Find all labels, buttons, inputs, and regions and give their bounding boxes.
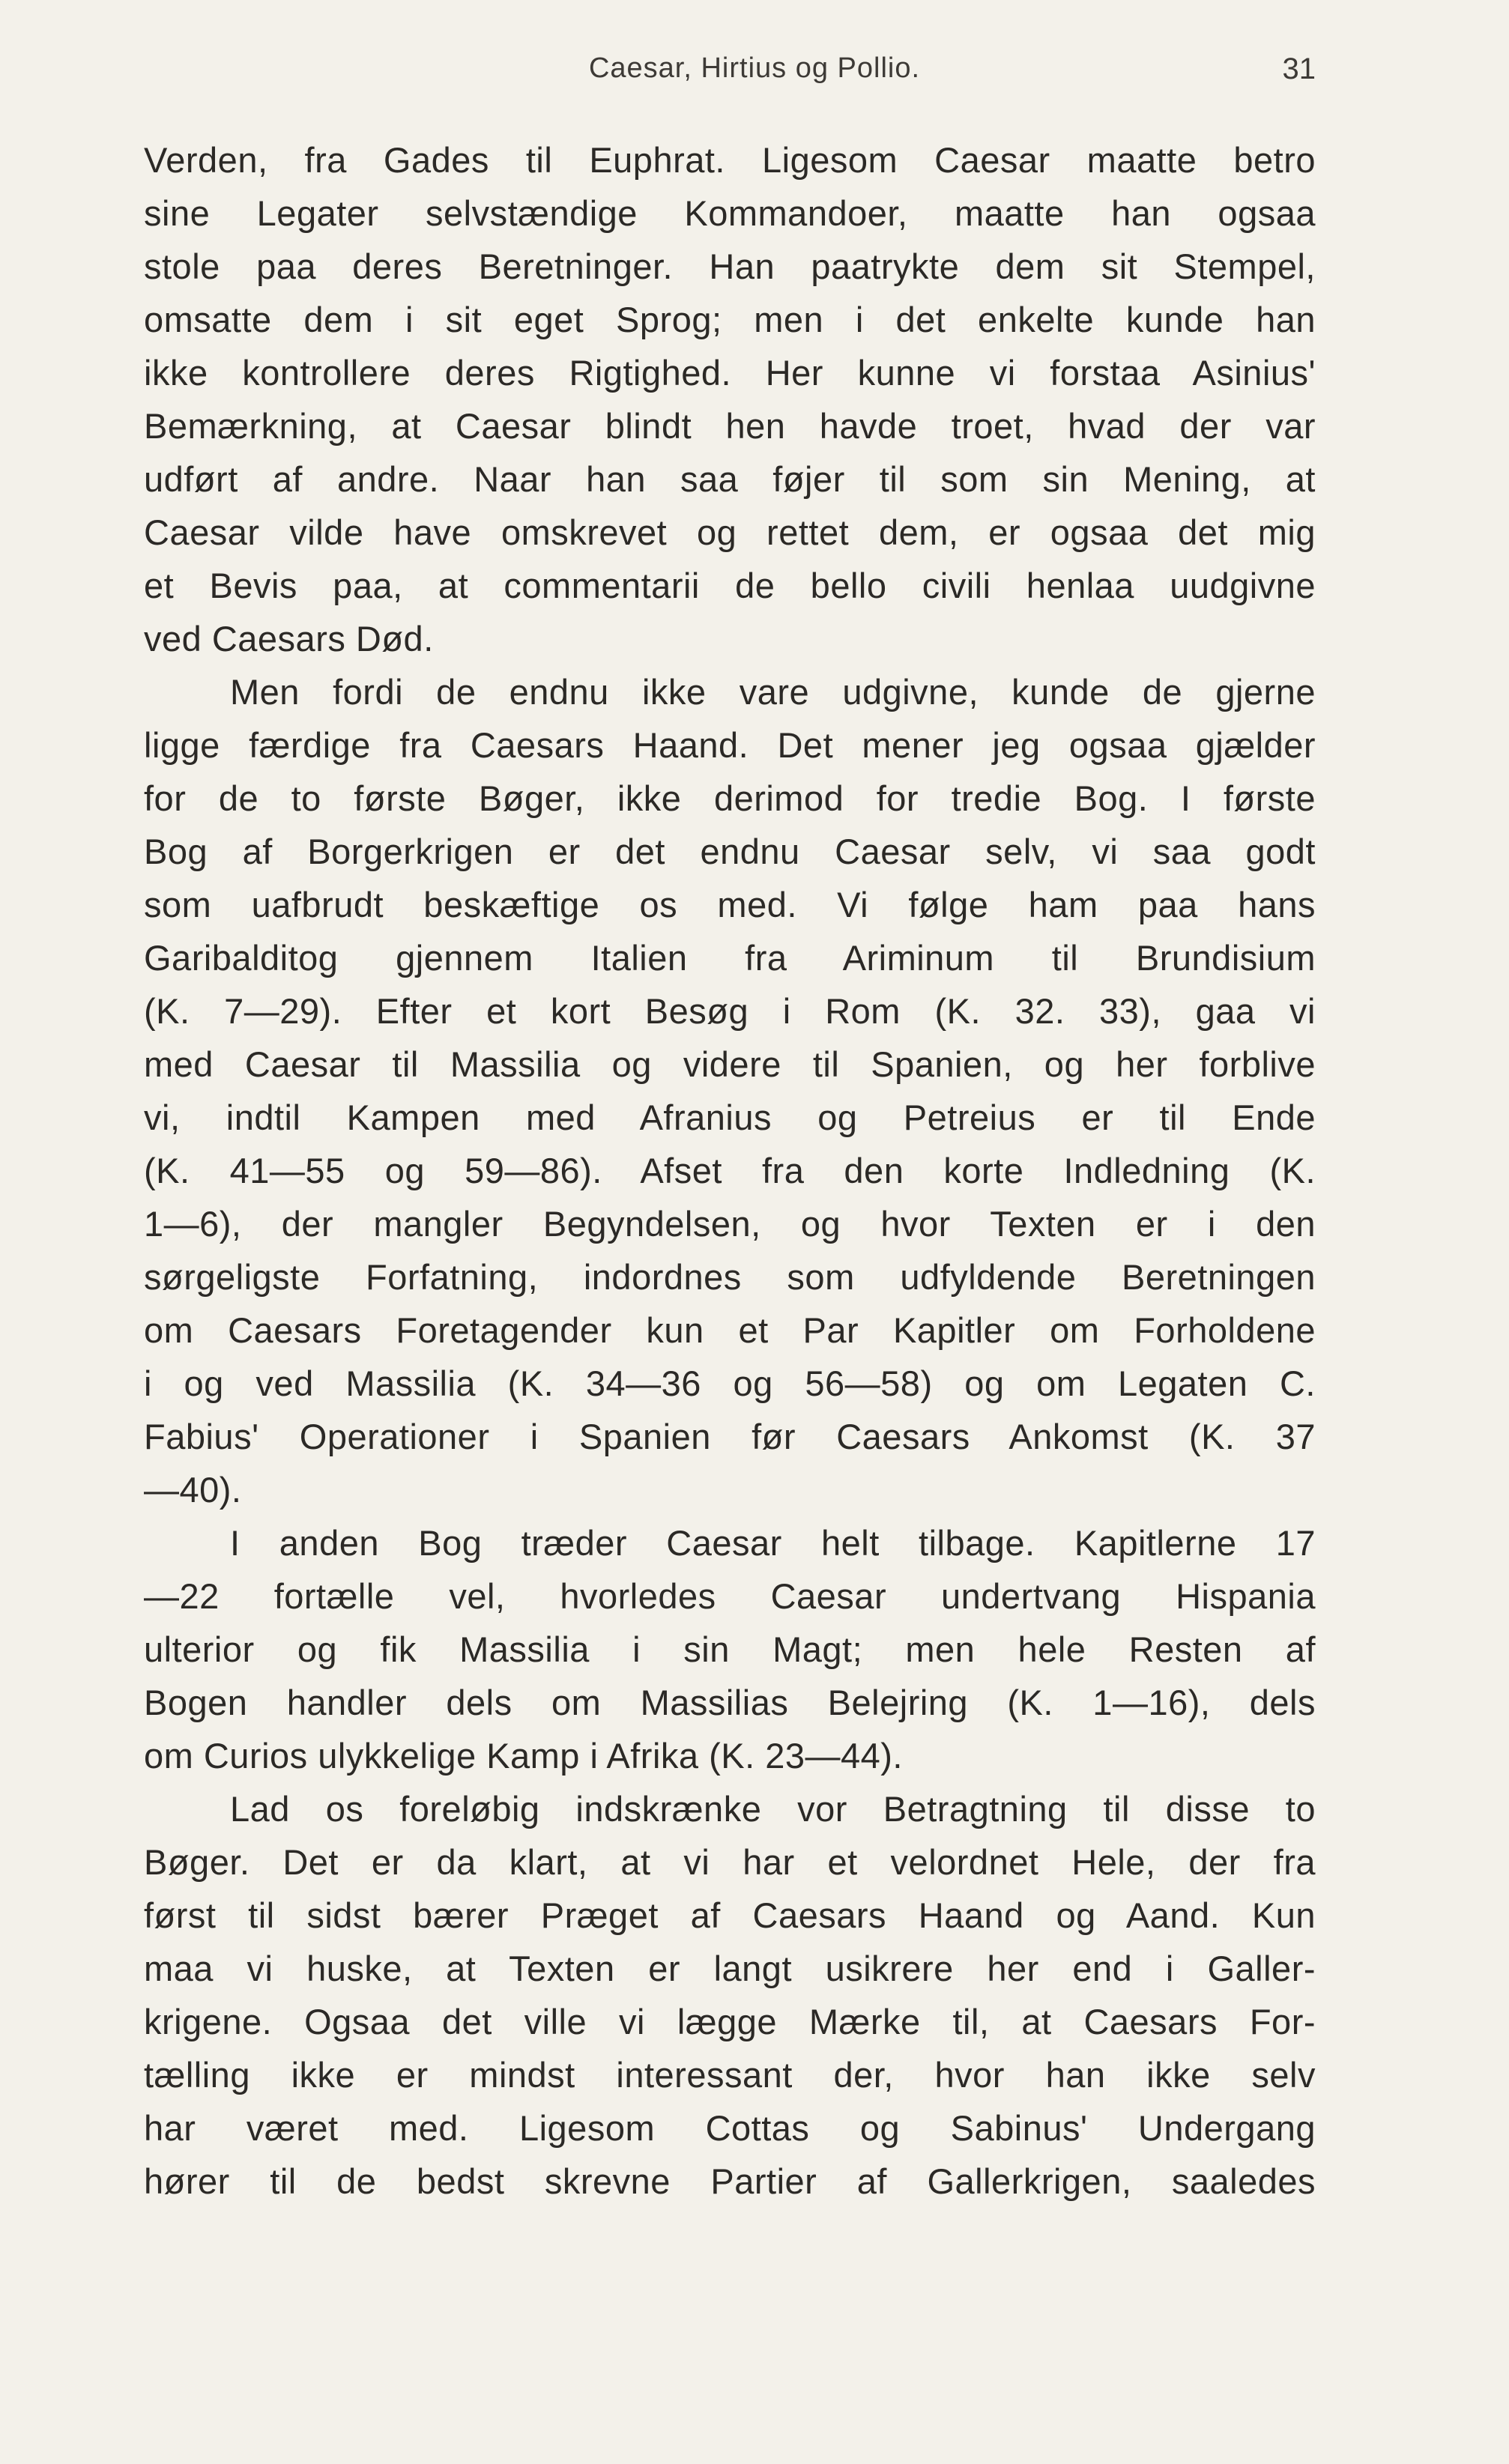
text-line: om Curios ulykkelige Kamp i Afrika (K. 23—44). [144, 1736, 903, 1776]
running-head [0, 52, 1509, 97]
body-text [144, 133, 1316, 2208]
text-line: vi, indtil Kampen med Afranius og Petreius er til Ende [144, 1098, 1316, 1137]
text-line: udført af andre. Naar han saa føjer til som sin Mening, at [144, 459, 1316, 499]
text-line: 1—6), der mangler Begyndelsen, og hvor Texten er i den [144, 1204, 1316, 1244]
text-line: et Bevis paa, at commentarii de bello civili henlaa uudgivne [144, 566, 1316, 605]
text-line: Caesar vilde have omskrevet og rettet dem, er ogsaa det mig [144, 512, 1316, 552]
text-line: ved Caesars Død. [144, 619, 434, 659]
text-line: ulterior og fik Massilia i sin Magt; men hele Resten af [144, 1629, 1316, 1669]
text-line: Lad os foreløbig indskrænke vor Betragtning til disse to [230, 1789, 1316, 1829]
text-line: Garibalditog gjennem Italien fra Ariminum til Brundisium [144, 938, 1316, 978]
text-line: i og ved Massilia (K. 34—36 og 56—58) og om Legaten C. [144, 1363, 1316, 1403]
text-line: (K. 41—55 og 59—86). Afset fra den korte Indledning (K. [144, 1151, 1316, 1190]
text-line: —40). [144, 1470, 242, 1510]
text-line: først til sidst bærer Præget af Caesars Haand og Aand. Kun [144, 1895, 1316, 1935]
text-line: har været med. Ligesom Cottas og Sabinus' Undergang [144, 2108, 1316, 2148]
text-line: Fabius' Operationer i Spanien før Caesars Ankomst (K. 37 [144, 1417, 1316, 1456]
running-title: Caesar, Hirtius og Pollio. [588, 52, 921, 84]
text-line: om Caesars Foretagender kun et Par Kapitler om Forholdene [144, 1310, 1316, 1350]
text-line: Bemærkning, at Caesar blindt hen havde troet, hvad der var [144, 406, 1316, 446]
text-line: for de to første Bøger, ikke derimod for tredie Bog. I første [144, 778, 1316, 818]
text-line: omsatte dem i sit eget Sprog; men i det enkelte kunde han [144, 300, 1316, 339]
text-line: (K. 7—29). Efter et kort Besøg i Rom (K. 32. 33), gaa vi [144, 991, 1316, 1031]
text-line: ligge færdige fra Caesars Haand. Det mener jeg ogsaa gjælder [144, 725, 1316, 765]
text-line: Bogen handler dels om Massilias Belejring (K. 1—16), dels [144, 1683, 1316, 1722]
text-line: med Caesar til Massilia og videre til Spanien, og her forblive [144, 1044, 1316, 1084]
text-line: sørgeligste Forfatning, indordnes som udfyldende Beretningen [144, 1257, 1316, 1297]
text-line: Verden, fra Gades til Euphrat. Ligesom Caesar maatte betro [144, 140, 1316, 180]
text-line: Bøger. Det er da klart, at vi har et velordnet Hele, der fra [144, 1842, 1316, 1882]
text-line: Bog af Borgerkrigen er det endnu Caesar selv, vi saa godt [144, 832, 1316, 871]
text-line: Men fordi de endnu ikke vare udgivne, kunde de gjerne [230, 672, 1316, 712]
text-line: tælling ikke er mindst interessant der, hvor han ikke selv [144, 2055, 1316, 2095]
page-number: 31 [1282, 52, 1316, 85]
text-line: maa vi huske, at Texten er langt usikrere her end i Galler- [144, 1949, 1316, 1988]
text-line: sine Legater selvstændige Kommandoer, maatte han ogsaa [144, 193, 1316, 233]
text-line: —22 fortælle vel, hvorledes Caesar undertvang Hispania [144, 1576, 1316, 1616]
text-line: ikke kontrollere deres Rigtighed. Her kunne vi forstaa Asinius' [144, 353, 1316, 393]
text-line: krigene. Ogsaa det ville vi lægge Mærke til, at Caesars For- [144, 2002, 1316, 2041]
text-line: hører til de bedst skrevne Partier af Gallerkrigen, saaledes [144, 2161, 1316, 2201]
text-line: I anden Bog træder Caesar helt tilbage. Kapitlerne 17 [230, 1523, 1316, 1563]
text-line: som uafbrudt beskæftige os med. Vi følge ham paa hans [144, 885, 1316, 924]
text-line: stole paa deres Beretninger. Han paatrykte dem sit Stempel, [144, 246, 1316, 286]
